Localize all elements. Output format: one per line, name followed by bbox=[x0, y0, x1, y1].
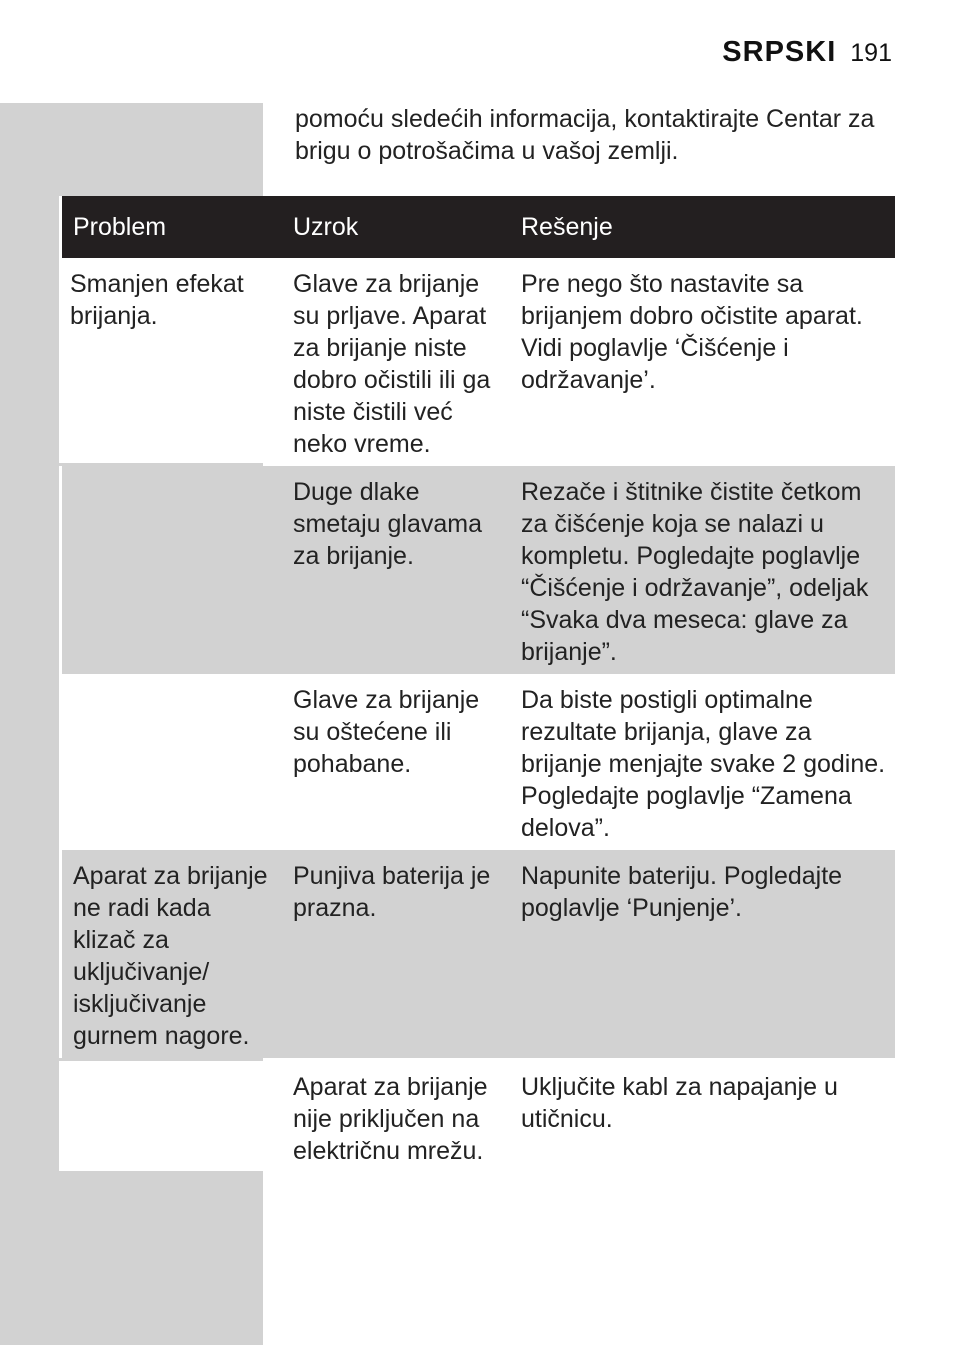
problem-cell bbox=[59, 1061, 282, 1171]
table-row bbox=[59, 674, 895, 850]
problem-cell: Smanjen efekat brijanja. bbox=[70, 270, 244, 330]
page-number: 191 bbox=[850, 39, 892, 67]
solution-cell: Da biste postigli optimalne rezultate brijanja, glave za brijanje menjajte svake 2 godine. Pogledajte poglavlje “Zamena delova”. bbox=[521, 686, 886, 842]
cause-cell: Punjiva baterija je prazna. bbox=[293, 862, 491, 922]
table-row bbox=[59, 1061, 895, 1171]
problem-cell bbox=[62, 674, 282, 850]
page-header bbox=[722, 36, 892, 69]
table-row bbox=[59, 850, 895, 1058]
troubleshooting-table bbox=[59, 193, 895, 1171]
problem-cell: Aparat za brijanje ne radi kada klizač za uključivanje/ isključivanje gurnem nagore. bbox=[73, 862, 268, 1050]
table-header-row bbox=[59, 196, 895, 258]
table-row bbox=[59, 466, 895, 674]
cause-cell: Aparat za brijanje nije priključen na električnu mrežu. bbox=[293, 1073, 488, 1165]
solution-cell: Uključite kabl za napajanje u utičnicu. bbox=[521, 1073, 838, 1133]
table-row bbox=[59, 258, 895, 463]
language-label: SRPSKI bbox=[722, 36, 837, 68]
cause-cell: Duge dlake smetaju glavama za brijanje. bbox=[293, 478, 482, 570]
header-solution: Rešenje bbox=[521, 213, 613, 241]
problem-cell bbox=[62, 466, 282, 674]
intro-paragraph: pomoću sledećih informacija, kontaktirajte Centar za brigu o potrošačima u vašoj zemlji. bbox=[295, 105, 875, 165]
solution-cell: Rezače i štitnike čistite četkom za čišćenje koja se nalazi u kompletu. Pogledajte poglavlje “Čišćenje i održavanje”, odeljak “Svaka dva meseca: glave za brijanje”. bbox=[521, 478, 869, 666]
solution-cell: Napunite bateriju. Pogledajte poglavlje ‘Punjenje’. bbox=[521, 862, 843, 922]
solution-cell: Pre nego što nastavite sa brijanjem dobro očistite aparat. Vidi poglavlje ‘Čišćenje i održavanje’. bbox=[521, 270, 863, 394]
cause-cell: Glave za brijanje su oštećene ili pohabane. bbox=[293, 686, 480, 778]
cause-cell: Glave za brijanje su prljave. Aparat za brijanje niste dobro očistili ili ga niste čistili već neko vreme. bbox=[293, 270, 491, 458]
header-cause: Uzrok bbox=[293, 213, 359, 241]
header-problem: Problem bbox=[73, 213, 167, 241]
